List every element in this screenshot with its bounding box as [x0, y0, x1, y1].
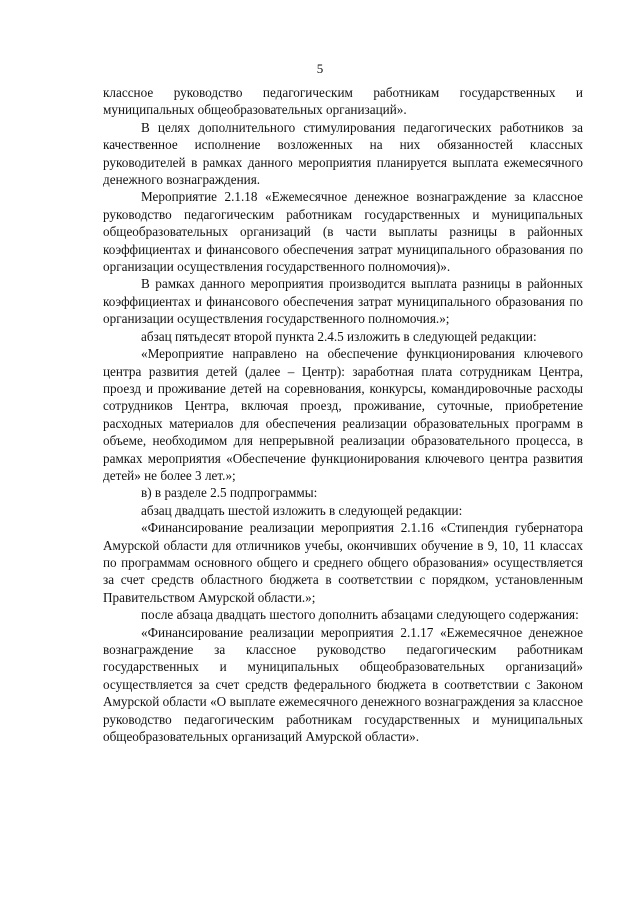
paragraph: Мероприятие 2.1.18 «Ежемесячное денежное вознаграждение за классное руководство педагогическим работникам государственных и муниципальных общеобразовательных организаций (в части выплаты разницы в районных коэффициентах и финансового обеспечения затрат муниципального образования по организации осуществления государственного полномочия)». — [103, 189, 583, 275]
paragraph: «Финансирование реализации мероприятия 2.1.16 «Стипендия губернатора Амурской области для отличников учебы, окончивших обучение в 9, 10, 11 классах по программам основного общего и среднего общего образования» осуществляется за счет средств областного бюджета в соответствии с порядком, установленным Правительством Амурской области.»; — [103, 520, 583, 605]
paragraph: абзац пятьдесят второй пункта 2.4.5 изложить в следующей редакции: — [141, 328, 537, 344]
paragraph: «Финансирование реализации мероприятия 2.1.17 «Ежемесячное денежное вознаграждение за классное руководство педагогическим работникам государственных и муниципальных общеобразовательных организаций» осуществляется за счет средств федерального бюджета в соответствии с Законом Амурской области «О выплате ежемесячного денежного вознаграждения за классное руководство педагогическим работникам государственных и муниципальных общеобразовательных организаций Амурской области». — [103, 624, 583, 745]
paragraph: после абзаца двадцать шестого дополнить абзацами следующего содержания: — [141, 607, 579, 623]
document-body — [103, 84, 583, 745]
paragraph: В целях дополнительного стимулирования педагогических работников за качественное исполнение возложенных на них обязанностей классных руководителей в рамках данного мероприятия планируется выплата ежемесячного денежного вознаграждения. — [103, 119, 583, 188]
paragraph: в) в разделе 2.5 подпрограммы: — [141, 485, 318, 501]
paragraph: В рамках данного мероприятия производится выплата разницы в районных коэффициентах и финансового обеспечения затрат муниципального образования по организации осуществления государственного полномочия.»; — [103, 276, 583, 327]
page-number: 5 — [316, 61, 324, 76]
paragraph-continuation: классное руководство педагогическим работникам государственных и муниципальных общеобразовательных организаций». — [103, 85, 583, 118]
paragraph: «Мероприятие направлено на обеспечение функционирования ключевого центра развития детей (далее – Центр): заработная плата сотрудникам Центра, проезд и проживание детей на соревнования, конкурсы, командировочные расходы сотрудников Центра, включая проезд, проживание, суточные, приобретение расходных материалов для обеспечения реализации образовательных программ в объеме, необходимом для непрерывной реализации образовательного процесса, в рамках мероприятия «Обеспечение функционирования ключевого центра развития детей» не более 3 лет.»; — [103, 346, 583, 483]
paragraph: абзац двадцать шестой изложить в следующей редакции: — [141, 502, 463, 518]
